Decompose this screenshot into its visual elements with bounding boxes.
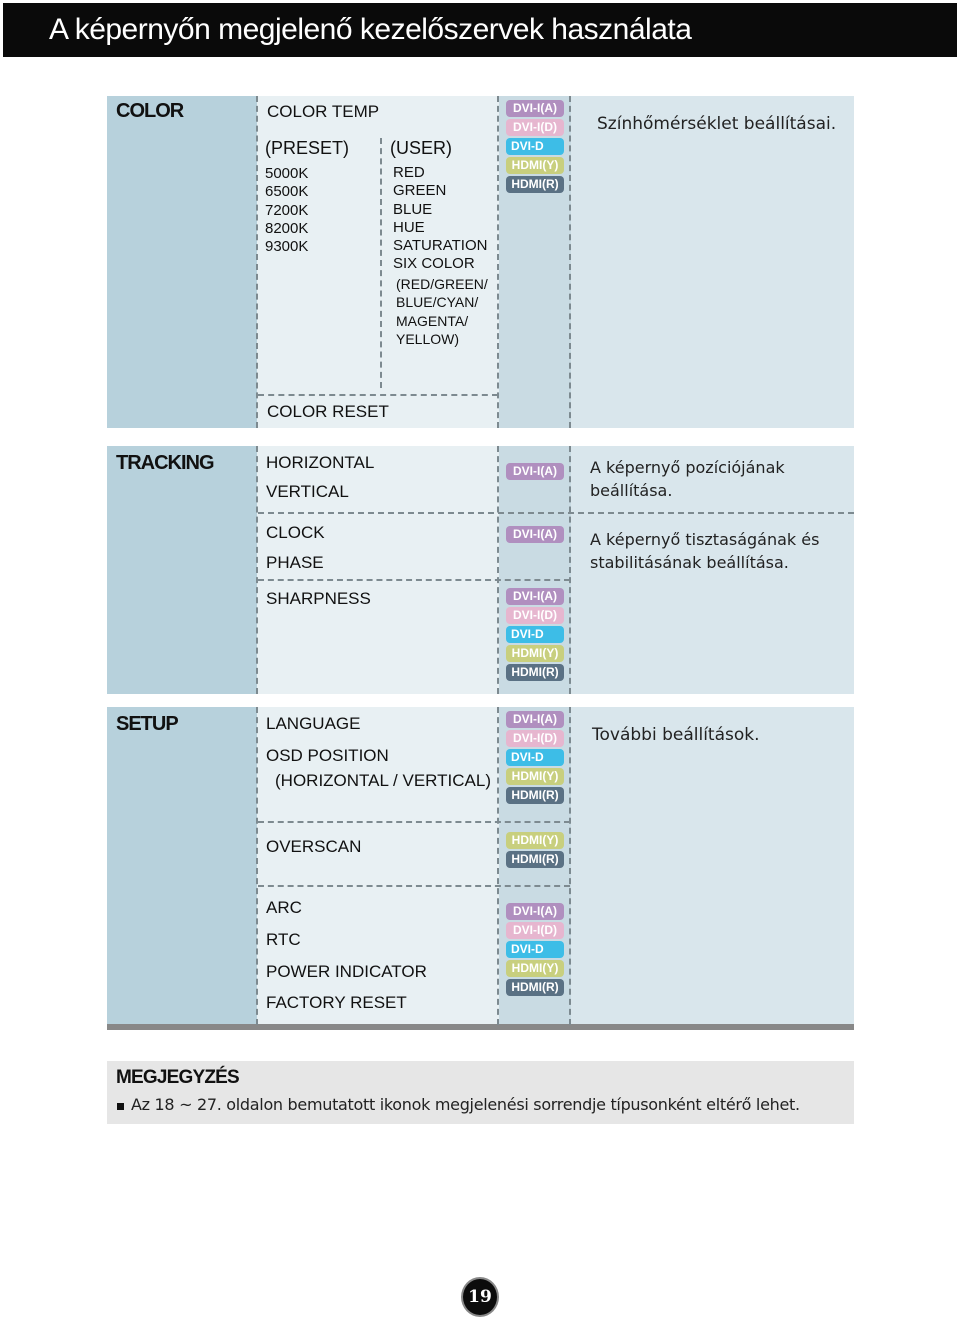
tracking-section-label-column bbox=[107, 446, 257, 694]
setup-section-bottom-rule bbox=[107, 1024, 854, 1030]
preset-item: 5000K bbox=[265, 165, 309, 182]
sharpness-badge-group bbox=[506, 588, 564, 683]
page-title: A képernyőn megjelenő kezelőszervek használata bbox=[3, 3, 957, 57]
dvi-id-badge: DVI-I(D) bbox=[506, 607, 564, 624]
overscan-item: OVERSCAN bbox=[266, 837, 362, 856]
six-color-sub-item: MAGENTA/ bbox=[396, 312, 469, 329]
note-bullet-icon bbox=[117, 1103, 124, 1110]
setup-section-description-column bbox=[571, 707, 854, 1025]
factory-reset-item: FACTORY RESET bbox=[266, 993, 407, 1012]
user-list bbox=[393, 164, 487, 274]
dvi-id-badge: DVI-I(D) bbox=[506, 119, 564, 136]
hdmi-y-badge: HDMI(Y) bbox=[506, 768, 564, 785]
dvi-id-badge: DVI-I(D) bbox=[506, 730, 564, 747]
sharpness-item: SHARPNESS bbox=[266, 589, 371, 608]
dvi-d-badge: DVI-D bbox=[506, 941, 564, 958]
phase-item: PHASE bbox=[266, 553, 324, 572]
dvi-d-badge: DVI-D bbox=[506, 749, 564, 766]
dvi-d-badge: DVI-D bbox=[506, 138, 564, 155]
color-temp-item: COLOR TEMP bbox=[267, 102, 380, 121]
arc-item: ARC bbox=[266, 898, 302, 917]
hdmi-y-badge: HDMI(Y) bbox=[506, 157, 564, 174]
rtc-item: RTC bbox=[266, 930, 301, 949]
dvi-d-badge: DVI-D bbox=[506, 626, 564, 643]
user-item: HUE bbox=[393, 218, 425, 236]
vertical-item: VERTICAL bbox=[266, 482, 349, 501]
six-color-sub-item: BLUE/CYAN/ bbox=[396, 294, 479, 311]
dvi-id-badge: DVI-I(D) bbox=[506, 922, 564, 939]
dvi-ia-badge: DVI-I(A) bbox=[506, 588, 564, 605]
position-badge-group bbox=[506, 463, 564, 482]
hdmi-r-badge: HDMI(R) bbox=[506, 664, 564, 681]
clarity-description bbox=[590, 528, 819, 574]
user-item: SATURATION bbox=[393, 237, 488, 255]
preset-item: 8200K bbox=[265, 219, 309, 237]
language-item: LANGUAGE bbox=[266, 714, 361, 733]
hdmi-y-badge: HDMI(Y) bbox=[506, 645, 564, 662]
six-color-sub-item: YELLOW) bbox=[396, 330, 460, 347]
clarity-description-line: A képernyő tisztaságának és bbox=[590, 530, 820, 549]
setup-section-label-column bbox=[107, 707, 257, 1025]
horizontal-item: HORIZONTAL bbox=[266, 453, 375, 472]
power-indicator-item: POWER INDICATOR bbox=[266, 962, 427, 981]
dvi-ia-badge: DVI-I(A) bbox=[506, 526, 564, 543]
color-reset-item: COLOR RESET bbox=[267, 402, 389, 421]
setup-description: További beállítások. bbox=[592, 725, 760, 745]
user-item: RED bbox=[393, 164, 425, 181]
hdmi-r-badge: HDMI(R) bbox=[506, 851, 564, 868]
user-item: GREEN bbox=[393, 182, 447, 200]
dvi-ia-badge: DVI-I(A) bbox=[506, 711, 564, 728]
note-title: MEGJEGYZÉS bbox=[116, 1067, 239, 1088]
clock-item: CLOCK bbox=[266, 523, 325, 542]
page-number: 19 bbox=[461, 1277, 499, 1317]
position-description-line: beállítása. bbox=[590, 481, 673, 500]
clock-phase-badge-group bbox=[506, 526, 564, 545]
color-section-title: COLOR bbox=[116, 100, 184, 122]
note-text: Az 18 ~ 27. oldalon bemutatott ikonok megjelenési sorrendje típusonként eltérő lehet. bbox=[131, 1095, 800, 1114]
hdmi-r-badge: HDMI(R) bbox=[506, 176, 564, 193]
position-description bbox=[590, 456, 785, 502]
position-description-line: A képernyő pozíciójának bbox=[590, 458, 785, 477]
preset-list bbox=[265, 165, 308, 256]
color-section-label-column bbox=[107, 96, 257, 428]
dvi-ia-badge: DVI-I(A) bbox=[506, 463, 564, 480]
user-item: SIX COLOR bbox=[393, 255, 475, 273]
six-color-sub-list bbox=[396, 275, 488, 348]
preset-item: 7200K bbox=[265, 201, 309, 219]
six-color-sub-item: (RED/GREEN/ bbox=[396, 276, 488, 292]
dvi-ia-badge: DVI-I(A) bbox=[506, 903, 564, 920]
preset-item: 9300K bbox=[265, 238, 309, 256]
osd-position-sub-item: (HORIZONTAL / VERTICAL) bbox=[275, 771, 491, 790]
tracking-section-title: TRACKING bbox=[116, 452, 214, 474]
osd-position-item: OSD POSITION bbox=[266, 746, 389, 765]
preset-item: 6500K bbox=[265, 183, 309, 201]
color-badge-group bbox=[506, 100, 564, 195]
preset-header: (PRESET) bbox=[265, 138, 350, 158]
user-item: BLUE bbox=[393, 200, 433, 218]
user-header: (USER) bbox=[390, 138, 452, 158]
color-temp-description: Színhőmérséklet beállításai. bbox=[597, 114, 837, 134]
setup-section-title: SETUP bbox=[116, 713, 178, 735]
color-section-description-column bbox=[571, 96, 854, 428]
hdmi-y-badge: HDMI(Y) bbox=[506, 960, 564, 977]
dvi-ia-badge: DVI-I(A) bbox=[506, 100, 564, 117]
hdmi-r-badge: HDMI(R) bbox=[506, 787, 564, 804]
hdmi-y-badge: HDMI(Y) bbox=[506, 832, 564, 849]
clarity-description-line: stabilitásának beállítása. bbox=[590, 553, 789, 572]
hdmi-r-badge: HDMI(R) bbox=[506, 979, 564, 996]
misc-badge-group bbox=[506, 903, 564, 998]
setup-badge-group bbox=[506, 711, 564, 806]
overscan-badge-group bbox=[506, 832, 564, 870]
